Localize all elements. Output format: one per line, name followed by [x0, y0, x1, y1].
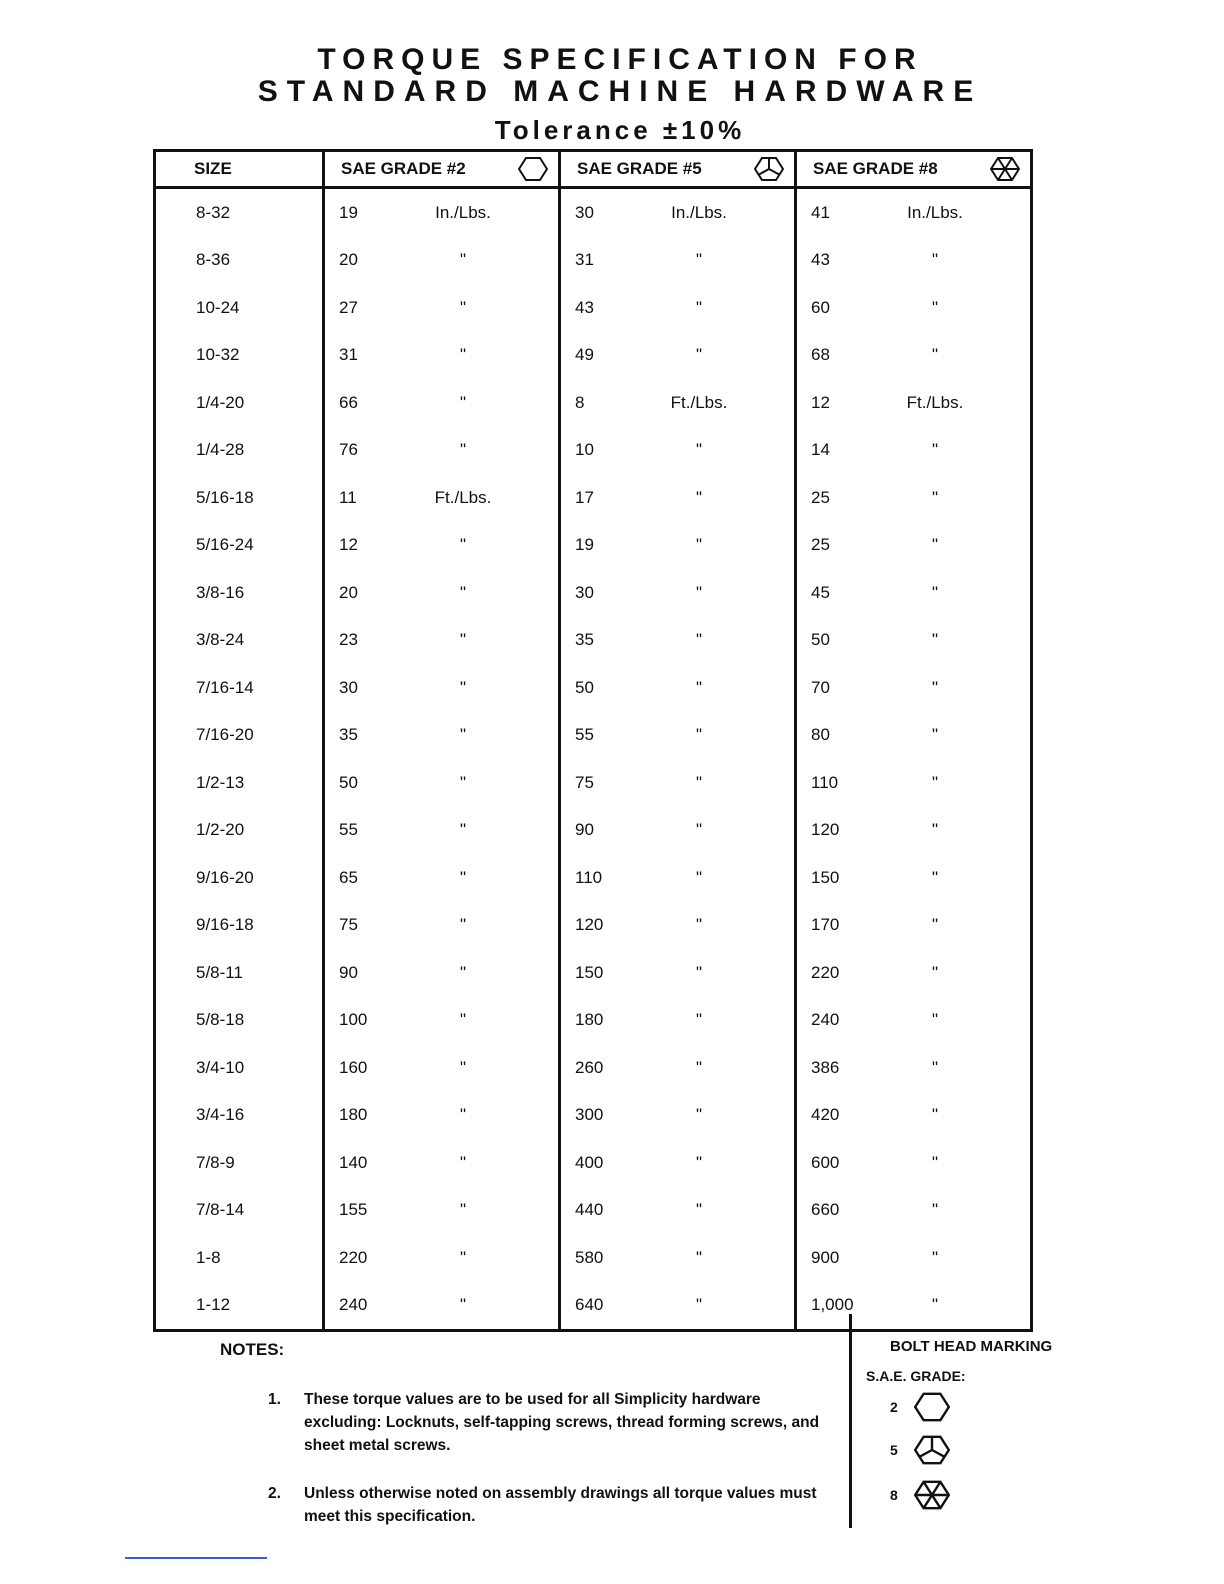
torque-unit: " [459, 1057, 467, 1077]
torque-unit: " [459, 962, 467, 982]
torque-unit: " [931, 440, 939, 460]
cell-g2 [324, 949, 560, 997]
torque-unit: " [931, 1105, 939, 1125]
torque-value: 240 [339, 1295, 368, 1315]
table-row [155, 1234, 1032, 1282]
torque-unit: " [931, 772, 939, 792]
table-row [155, 807, 1032, 855]
note-text: These torque values are to be used for all Simplicity hardware excluding: Locknuts, self-tapping screws, thread forming screws, and sheet metal screws. [304, 1391, 820, 1454]
cell-g5 [560, 1044, 796, 1092]
torque-value: 110 [575, 867, 603, 887]
table-row [155, 237, 1032, 285]
bolt-head-marking-title: BOLT HEAD MARKING [890, 1338, 1053, 1355]
cell-size: 9/16-18 [196, 915, 254, 935]
cell-g2 [324, 1187, 560, 1235]
cell-g8 [796, 237, 1032, 285]
torque-unit: " [459, 345, 467, 365]
cell-g2 [324, 474, 560, 522]
cell-g8 [796, 1044, 1032, 1092]
torque-unit: " [695, 1105, 703, 1125]
cell-g8 [796, 284, 1032, 332]
torque-value: 420 [811, 1105, 840, 1125]
torque-unit: " [695, 915, 703, 935]
torque-value: 100 [339, 1010, 368, 1030]
cell-g8 [796, 1234, 1032, 1282]
torque-unit: " [459, 1010, 467, 1030]
marking-grade-2 [890, 1391, 950, 1423]
torque-value: 440 [575, 1200, 604, 1220]
table-row [155, 332, 1032, 380]
torque-unit: " [931, 820, 939, 840]
torque-unit: " [459, 820, 467, 840]
cell-g5 [560, 188, 796, 237]
note-number: 1. [268, 1391, 281, 1408]
torque-unit: In./Lbs. [671, 202, 727, 222]
table-row [155, 569, 1032, 617]
torque-value: 80 [811, 725, 830, 745]
torque-value: 60 [811, 297, 830, 317]
torque-unit: " [695, 725, 703, 745]
torque-value: 68 [811, 345, 830, 365]
cell-g2 [324, 617, 560, 665]
cell-size: 1/2-20 [196, 820, 245, 840]
cell-g5 [560, 949, 796, 997]
torque-value: 31 [339, 345, 358, 365]
table-row [155, 379, 1032, 427]
hexagon-6-line-icon [914, 1479, 950, 1511]
torque-unit: " [931, 630, 939, 650]
torque-value: 220 [339, 1247, 368, 1267]
cell-size: 3/4-16 [196, 1105, 245, 1125]
torque-value: 31 [575, 250, 594, 270]
torque-value: 900 [811, 1247, 840, 1267]
cell-size: 1-12 [196, 1295, 231, 1315]
torque-value: 30 [575, 582, 594, 602]
torque-value: 41 [811, 202, 830, 222]
cell-g5 [560, 1234, 796, 1282]
table-row [155, 949, 1032, 997]
torque-unit: " [695, 1200, 703, 1220]
torque-value: 66 [339, 392, 358, 412]
cell-g5 [560, 854, 796, 902]
torque-value: 260 [575, 1057, 604, 1077]
torque-unit: " [931, 1295, 939, 1315]
table-row [155, 997, 1032, 1045]
torque-value: 75 [575, 772, 594, 792]
torque-value: 76 [339, 440, 358, 460]
cell-g2 [324, 664, 560, 712]
torque-table [153, 149, 1033, 1332]
marking-grade-number: 5 [890, 1442, 898, 1458]
torque-unit: " [695, 677, 703, 697]
cell-size: 5/16-18 [196, 487, 254, 507]
table-row [155, 712, 1032, 760]
torque-unit: " [459, 772, 467, 792]
header-size: SIZE [155, 151, 324, 188]
cell-g2 [324, 854, 560, 902]
torque-value: 150 [575, 962, 604, 982]
torque-value: 155 [339, 1200, 368, 1220]
torque-unit: " [931, 1247, 939, 1267]
cell-g5 [560, 427, 796, 475]
torque-unit: " [695, 630, 703, 650]
torque-unit: " [695, 1247, 703, 1267]
torque-unit: " [459, 1295, 467, 1315]
hexagon-6-line-icon [990, 156, 1020, 182]
cell-g2 [324, 332, 560, 380]
torque-value: 10 [575, 440, 594, 460]
cell-g5 [560, 332, 796, 380]
hexagon-icon [518, 156, 548, 182]
cell-g5 [560, 759, 796, 807]
cell-g8 [796, 759, 1032, 807]
torque-value: 120 [811, 820, 840, 840]
torque-unit: " [931, 1057, 939, 1077]
torque-value: 19 [575, 535, 594, 555]
cell-g2 [324, 759, 560, 807]
torque-value: 23 [339, 630, 358, 650]
cell-g5 [560, 1139, 796, 1187]
torque-value: 1,000 [811, 1295, 854, 1315]
torque-unit: " [695, 582, 703, 602]
torque-value: 160 [339, 1057, 368, 1077]
torque-unit: " [459, 582, 467, 602]
torque-unit: " [931, 962, 939, 982]
torque-value: 220 [811, 962, 840, 982]
cell-g5 [560, 569, 796, 617]
torque-value: 110 [811, 772, 839, 792]
torque-unit: " [695, 1295, 703, 1315]
cell-g8 [796, 1092, 1032, 1140]
cell-g2 [324, 379, 560, 427]
torque-value: 8 [575, 392, 585, 412]
torque-unit: " [459, 1152, 467, 1172]
table-header-row [155, 151, 1032, 188]
header-grade-2: SAE GRADE #2 [324, 151, 560, 188]
cell-g8 [796, 474, 1032, 522]
table-row [155, 1044, 1032, 1092]
torque-value: 20 [339, 250, 358, 270]
torque-unit: " [931, 915, 939, 935]
cell-g2 [324, 1282, 560, 1331]
torque-unit: " [695, 1057, 703, 1077]
table-row [155, 664, 1032, 712]
cell-g8 [796, 712, 1032, 760]
cell-g5 [560, 807, 796, 855]
torque-unit: In./Lbs. [907, 202, 963, 222]
torque-value: 55 [339, 820, 358, 840]
cell-size: 7/16-20 [196, 725, 254, 745]
cell-g2 [324, 188, 560, 237]
torque-unit: " [459, 630, 467, 650]
torque-value: 14 [811, 440, 830, 460]
cell-g5 [560, 1282, 796, 1331]
table-row [155, 1139, 1032, 1187]
cell-size: 3/4-10 [196, 1057, 245, 1077]
cell-g5 [560, 1092, 796, 1140]
torque-unit: " [695, 297, 703, 317]
notes-divider [849, 1314, 852, 1528]
torque-value: 12 [811, 392, 830, 412]
torque-unit: " [931, 535, 939, 555]
cell-g5 [560, 284, 796, 332]
torque-value: 150 [811, 867, 840, 887]
torque-value: 50 [339, 772, 358, 792]
cell-g2 [324, 569, 560, 617]
torque-value: 140 [339, 1152, 368, 1172]
torque-unit: " [695, 962, 703, 982]
torque-unit: " [695, 1152, 703, 1172]
cell-size: 8-36 [196, 250, 231, 270]
cell-g2 [324, 284, 560, 332]
cell-g5 [560, 522, 796, 570]
title-line-1: TORQUE SPECIFICATION FOR [317, 43, 923, 76]
torque-value: 43 [575, 297, 594, 317]
torque-unit: " [695, 345, 703, 365]
torque-value: 400 [575, 1152, 604, 1172]
cell-size: 10-32 [196, 345, 240, 365]
torque-value: 640 [575, 1295, 604, 1315]
torque-value: 17 [575, 487, 594, 507]
cell-g5 [560, 379, 796, 427]
torque-unit: " [931, 250, 939, 270]
header-grade-5: SAE GRADE #5 [560, 151, 796, 188]
torque-value: 50 [811, 630, 830, 650]
marking-grade-number: 2 [890, 1399, 898, 1415]
torque-unit: " [695, 867, 703, 887]
torque-value: 55 [575, 725, 594, 745]
cell-g5 [560, 1187, 796, 1235]
table-row [155, 427, 1032, 475]
torque-unit: " [695, 820, 703, 840]
torque-unit: " [695, 250, 703, 270]
torque-unit: " [695, 440, 703, 460]
marking-grade-number: 8 [890, 1487, 898, 1503]
torque-unit: " [459, 1247, 467, 1267]
torque-value: 12 [339, 535, 358, 555]
torque-value: 30 [339, 677, 358, 697]
torque-unit: " [931, 867, 939, 887]
cell-g8 [796, 1187, 1032, 1235]
torque-value: 386 [811, 1057, 840, 1077]
torque-unit: " [459, 392, 467, 412]
torque-unit: Ft./Lbs. [906, 392, 964, 412]
cell-size: 5/16-24 [196, 535, 254, 555]
torque-value: 240 [811, 1010, 840, 1030]
note-2 [268, 1482, 828, 1528]
cell-g8 [796, 188, 1032, 237]
torque-unit: " [931, 677, 939, 697]
marking-grade-8 [890, 1479, 950, 1511]
table-row [155, 522, 1032, 570]
torque-value: 50 [575, 677, 594, 697]
table-row [155, 1282, 1032, 1331]
cell-g8 [796, 617, 1032, 665]
title-line-2: STANDARD MACHINE HARDWARE [257, 75, 983, 108]
cell-size: 1/4-20 [196, 392, 245, 412]
cell-size: 3/8-16 [196, 582, 245, 602]
sae-grade-label: S.A.E. GRADE: [866, 1368, 966, 1384]
table-row [155, 188, 1032, 237]
torque-value: 70 [811, 677, 830, 697]
torque-value: 35 [339, 725, 358, 745]
torque-value: 170 [811, 915, 840, 935]
table-row [155, 759, 1032, 807]
torque-value: 45 [811, 582, 830, 602]
cell-size: 7/8-9 [196, 1152, 235, 1172]
torque-value: 180 [339, 1105, 368, 1125]
cell-size: 1/2-13 [196, 772, 245, 792]
torque-value: 19 [339, 202, 358, 222]
torque-value: 75 [339, 915, 358, 935]
torque-unit: " [459, 250, 467, 270]
hexagon-icon [914, 1391, 950, 1423]
page-title [0, 44, 1224, 146]
torque-value: 120 [575, 915, 604, 935]
cell-g2 [324, 997, 560, 1045]
table-row [155, 854, 1032, 902]
torque-unit: " [459, 677, 467, 697]
torque-unit: " [695, 772, 703, 792]
torque-unit: " [459, 915, 467, 935]
cell-g8 [796, 902, 1032, 950]
torque-value: 90 [575, 820, 594, 840]
cell-g5 [560, 997, 796, 1045]
table-row [155, 284, 1032, 332]
cell-g8 [796, 1282, 1032, 1331]
torque-unit: " [931, 582, 939, 602]
cell-g5 [560, 902, 796, 950]
cell-g2 [324, 1234, 560, 1282]
cell-size: 7/16-14 [196, 677, 254, 697]
cell-size: 9/16-20 [196, 867, 254, 887]
torque-unit: " [695, 487, 703, 507]
note-1 [268, 1388, 828, 1457]
table-body [155, 188, 1032, 1331]
torque-unit: " [931, 487, 939, 507]
torque-unit: " [931, 297, 939, 317]
cell-size: 5/8-18 [196, 1010, 245, 1030]
torque-unit: Ft./Lbs. [434, 487, 492, 507]
cell-g5 [560, 474, 796, 522]
cell-g8 [796, 569, 1032, 617]
note-number: 2. [268, 1485, 281, 1502]
torque-value: 43 [811, 250, 830, 270]
header-grade-8: SAE GRADE #8 [796, 151, 1032, 188]
cell-g2 [324, 807, 560, 855]
torque-unit: " [459, 867, 467, 887]
torque-unit: " [459, 297, 467, 317]
torque-unit: " [931, 1200, 939, 1220]
cell-g2 [324, 427, 560, 475]
torque-value: 300 [575, 1105, 604, 1125]
torque-value: 660 [811, 1200, 840, 1220]
torque-unit: Ft./Lbs. [670, 392, 728, 412]
torque-unit: " [695, 1010, 703, 1030]
cell-g8 [796, 1139, 1032, 1187]
torque-value: 580 [575, 1247, 604, 1267]
cell-g2 [324, 902, 560, 950]
torque-unit: " [459, 1200, 467, 1220]
table-row [155, 902, 1032, 950]
torque-value: 180 [575, 1010, 604, 1030]
cell-g2 [324, 1044, 560, 1092]
torque-value: 600 [811, 1152, 840, 1172]
cell-g5 [560, 617, 796, 665]
cell-g2 [324, 712, 560, 760]
torque-value: 20 [339, 582, 358, 602]
cell-g2 [324, 1139, 560, 1187]
table-row [155, 617, 1032, 665]
cell-size: 1/4-28 [196, 440, 245, 460]
cell-size: 7/8-14 [196, 1200, 245, 1220]
torque-value: 27 [339, 297, 358, 317]
torque-unit: " [459, 440, 467, 460]
torque-unit: " [931, 1152, 939, 1172]
underline-mark [125, 1557, 267, 1559]
cell-g5 [560, 712, 796, 760]
cell-g8 [796, 854, 1032, 902]
note-text: Unless otherwise noted on assembly drawings all torque values must meet this specification. [304, 1485, 817, 1525]
cell-size: 1-8 [196, 1247, 221, 1267]
torque-value: 65 [339, 867, 358, 887]
cell-g8 [796, 949, 1032, 997]
hexagon-3-line-icon [754, 156, 784, 182]
torque-unit: " [931, 1010, 939, 1030]
cell-g8 [796, 522, 1032, 570]
torque-value: 49 [575, 345, 594, 365]
cell-g2 [324, 1092, 560, 1140]
torque-unit: In./Lbs. [435, 202, 491, 222]
cell-g8 [796, 332, 1032, 380]
torque-unit: " [931, 725, 939, 745]
hexagon-3-line-icon [914, 1434, 950, 1466]
cell-g5 [560, 664, 796, 712]
table-row [155, 474, 1032, 522]
torque-value: 90 [339, 962, 358, 982]
torque-unit: " [459, 535, 467, 555]
cell-g2 [324, 237, 560, 285]
torque-unit: " [695, 535, 703, 555]
cell-g5 [560, 237, 796, 285]
torque-value: 11 [339, 487, 357, 507]
cell-size: 10-24 [196, 297, 240, 317]
notes-title: NOTES: [220, 1340, 285, 1359]
table-row [155, 1092, 1032, 1140]
cell-size: 3/8-24 [196, 630, 245, 650]
marking-grade-5 [890, 1434, 950, 1466]
torque-value: 25 [811, 487, 830, 507]
cell-g8 [796, 997, 1032, 1045]
cell-size: 5/8-11 [196, 962, 243, 982]
torque-unit: " [459, 1105, 467, 1125]
cell-g8 [796, 427, 1032, 475]
cell-g8 [796, 664, 1032, 712]
torque-value: 35 [575, 630, 594, 650]
cell-size: 8-32 [196, 202, 231, 222]
tolerance-label: Tolerance ±10% [494, 115, 746, 145]
table-row [155, 1187, 1032, 1235]
cell-g2 [324, 522, 560, 570]
cell-g8 [796, 379, 1032, 427]
torque-value: 25 [811, 535, 830, 555]
torque-value: 30 [575, 202, 594, 222]
cell-g8 [796, 807, 1032, 855]
torque-unit: " [931, 345, 939, 365]
torque-unit: " [459, 725, 467, 745]
